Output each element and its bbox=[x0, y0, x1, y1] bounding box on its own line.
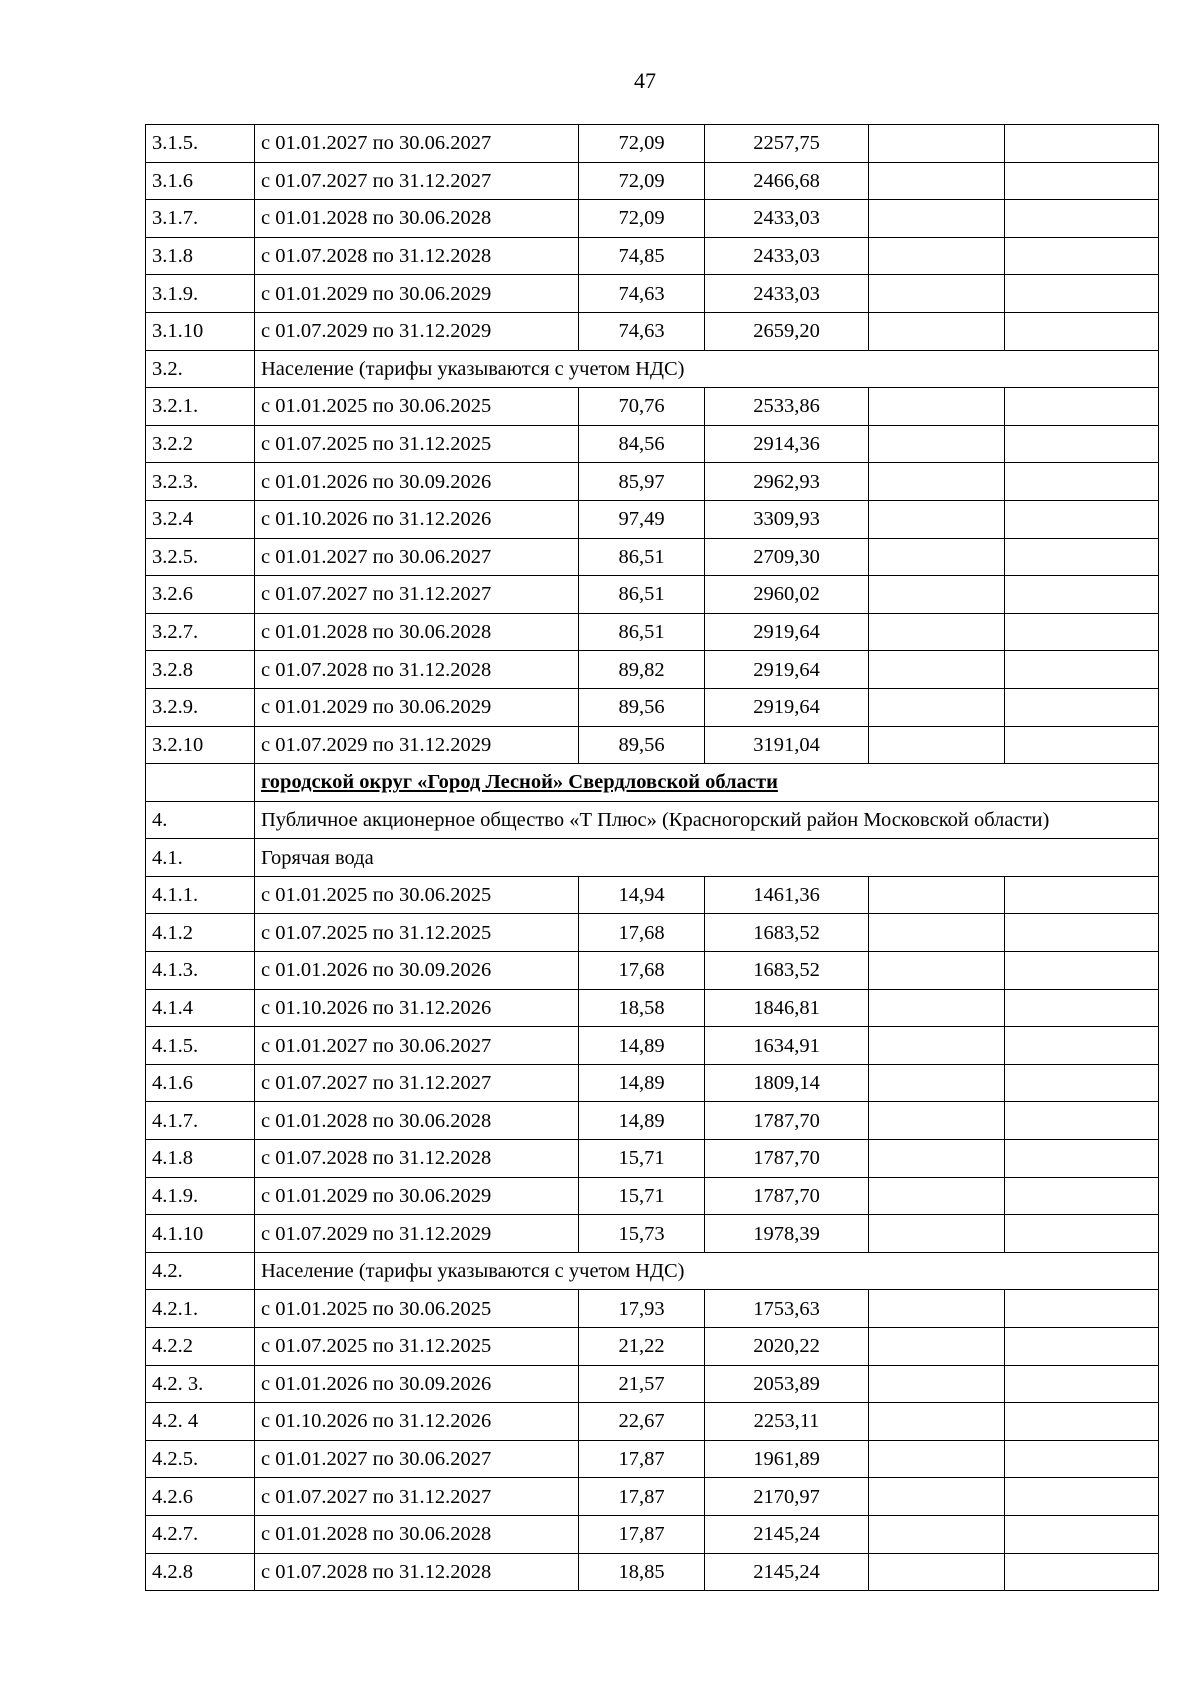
row-empty-cell bbox=[1005, 425, 1159, 463]
row-value-2: 2659,20 bbox=[705, 312, 869, 350]
row-number: 3.1.10 bbox=[146, 312, 255, 350]
row-value-1: 15,73 bbox=[579, 1215, 705, 1253]
row-value-2: 1683,52 bbox=[705, 914, 869, 952]
row-empty-cell bbox=[1005, 1140, 1159, 1178]
row-value-2: 2170,97 bbox=[705, 1478, 869, 1516]
group-heading-row bbox=[146, 801, 1159, 839]
row-number: 4. bbox=[146, 801, 255, 839]
row-period: с 01.07.2027 по 31.12.2027 bbox=[255, 576, 579, 614]
row-value-1: 89,56 bbox=[579, 688, 705, 726]
row-period: с 01.10.2026 по 31.12.2026 bbox=[255, 989, 579, 1027]
table-row bbox=[146, 1102, 1159, 1140]
row-value-1: 14,94 bbox=[579, 876, 705, 914]
row-value-1: 85,97 bbox=[579, 463, 705, 501]
row-empty-cell bbox=[1005, 1064, 1159, 1102]
table-row bbox=[146, 425, 1159, 463]
table-row bbox=[146, 1365, 1159, 1403]
row-value-2: 1846,81 bbox=[705, 989, 869, 1027]
row-value-1: 14,89 bbox=[579, 1027, 705, 1065]
row-empty-cell bbox=[869, 1515, 1005, 1553]
row-value-2: 2253,11 bbox=[705, 1403, 869, 1441]
row-empty-cell bbox=[869, 1102, 1005, 1140]
table-row bbox=[146, 162, 1159, 200]
row-value-2: 2433,03 bbox=[705, 275, 869, 313]
row-period: с 01.01.2029 по 30.06.2029 bbox=[255, 275, 579, 313]
row-period: с 01.07.2029 по 31.12.2029 bbox=[255, 726, 579, 764]
row-number: 3.1.5. bbox=[146, 125, 255, 163]
row-empty-cell bbox=[869, 1403, 1005, 1441]
row-number: 4.2.5. bbox=[146, 1440, 255, 1478]
row-period: с 01.01.2028 по 30.06.2028 bbox=[255, 613, 579, 651]
table-row bbox=[146, 1440, 1159, 1478]
table-row bbox=[146, 463, 1159, 501]
row-value-2: 2433,03 bbox=[705, 200, 869, 238]
row-empty-cell bbox=[869, 275, 1005, 313]
row-value-1: 17,87 bbox=[579, 1440, 705, 1478]
row-empty-cell bbox=[869, 952, 1005, 990]
table-row bbox=[146, 1403, 1159, 1441]
row-period: с 01.07.2029 по 31.12.2029 bbox=[255, 1215, 579, 1253]
row-value-2: 2919,64 bbox=[705, 651, 869, 689]
row-empty-cell bbox=[1005, 125, 1159, 163]
row-empty-cell bbox=[1005, 688, 1159, 726]
row-empty-cell bbox=[869, 312, 1005, 350]
table-row bbox=[146, 1027, 1159, 1065]
row-number: 3.1.8 bbox=[146, 237, 255, 275]
row-empty-cell bbox=[869, 1027, 1005, 1065]
row-value-1: 22,67 bbox=[579, 1403, 705, 1441]
row-value-1: 15,71 bbox=[579, 1140, 705, 1178]
row-period: с 01.01.2025 по 30.06.2025 bbox=[255, 876, 579, 914]
row-value-1: 86,51 bbox=[579, 576, 705, 614]
table-row bbox=[146, 1177, 1159, 1215]
table-row bbox=[146, 1553, 1159, 1591]
row-empty-cell bbox=[869, 463, 1005, 501]
row-empty-cell bbox=[1005, 275, 1159, 313]
row-value-1: 97,49 bbox=[579, 500, 705, 538]
row-number: 3.2.1. bbox=[146, 388, 255, 426]
row-value-1: 17,93 bbox=[579, 1290, 705, 1328]
table-row bbox=[146, 651, 1159, 689]
row-number: 4.1.2 bbox=[146, 914, 255, 952]
row-empty-cell bbox=[1005, 388, 1159, 426]
row-value-2: 2914,36 bbox=[705, 425, 869, 463]
row-empty-cell bbox=[1005, 651, 1159, 689]
row-empty-cell bbox=[869, 914, 1005, 952]
table-row bbox=[146, 688, 1159, 726]
tariff-table bbox=[145, 124, 1159, 1591]
row-empty-cell bbox=[869, 726, 1005, 764]
row-number: 4.2. 3. bbox=[146, 1365, 255, 1403]
row-value-2: 2257,75 bbox=[705, 125, 869, 163]
group-heading-row bbox=[146, 350, 1159, 388]
row-period: с 01.01.2025 по 30.06.2025 bbox=[255, 1290, 579, 1328]
row-value-2: 3191,04 bbox=[705, 726, 869, 764]
table-row bbox=[146, 237, 1159, 275]
row-empty-cell bbox=[1005, 1027, 1159, 1065]
row-value-2: 2466,68 bbox=[705, 162, 869, 200]
row-number: 4.1.8 bbox=[146, 1140, 255, 1178]
row-period: с 01.01.2028 по 30.06.2028 bbox=[255, 1515, 579, 1553]
row-number: 3.2.9. bbox=[146, 688, 255, 726]
row-empty-cell bbox=[869, 651, 1005, 689]
table-row bbox=[146, 1215, 1159, 1253]
row-empty-cell bbox=[869, 1365, 1005, 1403]
table-row bbox=[146, 1064, 1159, 1102]
row-value-2: 1753,63 bbox=[705, 1290, 869, 1328]
table-row bbox=[146, 576, 1159, 614]
table-row bbox=[146, 200, 1159, 238]
row-empty-cell bbox=[1005, 989, 1159, 1027]
row-empty-cell bbox=[869, 1478, 1005, 1516]
row-number: 4.2. 4 bbox=[146, 1403, 255, 1441]
row-value-2: 1787,70 bbox=[705, 1177, 869, 1215]
row-number: 3.1.6 bbox=[146, 162, 255, 200]
row-empty-cell bbox=[869, 1215, 1005, 1253]
row-period: с 01.07.2025 по 31.12.2025 bbox=[255, 1328, 579, 1366]
row-empty-cell bbox=[869, 1553, 1005, 1591]
row-number: 4.1.1. bbox=[146, 876, 255, 914]
page-number: 47 bbox=[634, 68, 656, 93]
row-value-2: 2960,02 bbox=[705, 576, 869, 614]
row-empty-cell bbox=[1005, 914, 1159, 952]
row-number: 4.1.10 bbox=[146, 1215, 255, 1253]
row-value-1: 72,09 bbox=[579, 162, 705, 200]
row-value-2: 2053,89 bbox=[705, 1365, 869, 1403]
row-value-1: 89,56 bbox=[579, 726, 705, 764]
table-row bbox=[146, 388, 1159, 426]
row-empty-cell bbox=[869, 1440, 1005, 1478]
row-empty-cell bbox=[869, 1328, 1005, 1366]
row-period: с 01.01.2027 по 30.06.2027 bbox=[255, 125, 579, 163]
table-row bbox=[146, 1478, 1159, 1516]
row-number: 4.1.4 bbox=[146, 989, 255, 1027]
group-title: Население (тарифы указываются с учетом НДС) bbox=[255, 350, 1159, 388]
row-period: с 01.07.2027 по 31.12.2027 bbox=[255, 1478, 579, 1516]
row-empty-cell bbox=[1005, 876, 1159, 914]
row-empty-cell bbox=[1005, 200, 1159, 238]
row-empty-cell bbox=[869, 688, 1005, 726]
table-row bbox=[146, 914, 1159, 952]
row-value-2: 2962,93 bbox=[705, 463, 869, 501]
row-empty-cell bbox=[1005, 1553, 1159, 1591]
row-period: с 01.01.2028 по 30.06.2028 bbox=[255, 200, 579, 238]
row-number: 3.2.6 bbox=[146, 576, 255, 614]
row-value-1: 74,63 bbox=[579, 312, 705, 350]
tariff-table-body bbox=[146, 125, 1159, 1591]
row-value-2: 2919,64 bbox=[705, 688, 869, 726]
table-row bbox=[146, 989, 1159, 1027]
row-empty-cell bbox=[869, 1290, 1005, 1328]
row-value-2: 1787,70 bbox=[705, 1140, 869, 1178]
row-period: с 01.01.2027 по 30.06.2027 bbox=[255, 1027, 579, 1065]
row-number: 4.1.9. bbox=[146, 1177, 255, 1215]
row-empty-cell bbox=[1005, 1177, 1159, 1215]
row-empty-cell bbox=[869, 162, 1005, 200]
row-empty-cell bbox=[869, 500, 1005, 538]
row-number: 3.2.5. bbox=[146, 538, 255, 576]
row-value-2: 1787,70 bbox=[705, 1102, 869, 1140]
row-value-1: 14,89 bbox=[579, 1064, 705, 1102]
row-value-1: 14,89 bbox=[579, 1102, 705, 1140]
row-period: с 01.10.2026 по 31.12.2026 bbox=[255, 500, 579, 538]
row-value-2: 1634,91 bbox=[705, 1027, 869, 1065]
row-number: 3.1.7. bbox=[146, 200, 255, 238]
row-empty-cell bbox=[1005, 312, 1159, 350]
row-empty-cell bbox=[1005, 1403, 1159, 1441]
row-number: 4.2.2 bbox=[146, 1328, 255, 1366]
row-value-2: 2533,86 bbox=[705, 388, 869, 426]
row-value-2: 2020,22 bbox=[705, 1328, 869, 1366]
row-value-2: 1809,14 bbox=[705, 1064, 869, 1102]
row-period: с 01.07.2028 по 31.12.2028 bbox=[255, 651, 579, 689]
group-heading-row bbox=[146, 839, 1159, 877]
row-value-2: 1461,36 bbox=[705, 876, 869, 914]
row-value-1: 72,09 bbox=[579, 200, 705, 238]
row-number: 3.2.7. bbox=[146, 613, 255, 651]
row-empty-cell bbox=[1005, 726, 1159, 764]
table-row bbox=[146, 125, 1159, 163]
group-heading-row bbox=[146, 1252, 1159, 1290]
row-value-1: 72,09 bbox=[579, 125, 705, 163]
row-empty-cell bbox=[869, 388, 1005, 426]
row-period: с 01.01.2029 по 30.06.2029 bbox=[255, 688, 579, 726]
row-value-2: 3309,93 bbox=[705, 500, 869, 538]
row-number: 4.2.7. bbox=[146, 1515, 255, 1553]
row-period: с 01.07.2027 по 31.12.2027 bbox=[255, 162, 579, 200]
row-empty-cell bbox=[869, 538, 1005, 576]
table-row bbox=[146, 1328, 1159, 1366]
row-number: 4.2. bbox=[146, 1252, 255, 1290]
row-value-2: 2145,24 bbox=[705, 1515, 869, 1553]
row-empty-cell bbox=[1005, 613, 1159, 651]
row-empty-cell bbox=[1005, 538, 1159, 576]
row-value-1: 15,71 bbox=[579, 1177, 705, 1215]
table-row bbox=[146, 1140, 1159, 1178]
row-number: 4.2.1. bbox=[146, 1290, 255, 1328]
group-title: Горячая вода bbox=[255, 839, 1159, 877]
row-number: 4.2.6 bbox=[146, 1478, 255, 1516]
row-number bbox=[146, 764, 255, 802]
row-empty-cell bbox=[1005, 1102, 1159, 1140]
row-value-1: 17,87 bbox=[579, 1478, 705, 1516]
row-value-2: 2433,03 bbox=[705, 237, 869, 275]
row-number: 3.2.2 bbox=[146, 425, 255, 463]
row-value-1: 74,85 bbox=[579, 237, 705, 275]
row-empty-cell bbox=[1005, 1215, 1159, 1253]
row-number: 4.2.8 bbox=[146, 1553, 255, 1591]
row-empty-cell bbox=[1005, 1365, 1159, 1403]
row-number: 4.1.6 bbox=[146, 1064, 255, 1102]
row-value-1: 70,76 bbox=[579, 388, 705, 426]
row-empty-cell bbox=[869, 1140, 1005, 1178]
row-period: с 01.07.2025 по 31.12.2025 bbox=[255, 914, 579, 952]
table-row bbox=[146, 952, 1159, 990]
row-empty-cell bbox=[1005, 463, 1159, 501]
row-empty-cell bbox=[1005, 1478, 1159, 1516]
row-empty-cell bbox=[1005, 952, 1159, 990]
table-row bbox=[146, 500, 1159, 538]
table-row bbox=[146, 538, 1159, 576]
row-value-1: 84,56 bbox=[579, 425, 705, 463]
row-value-2: 1683,52 bbox=[705, 952, 869, 990]
row-value-1: 74,63 bbox=[579, 275, 705, 313]
row-empty-cell bbox=[869, 425, 1005, 463]
row-empty-cell bbox=[1005, 162, 1159, 200]
row-empty-cell bbox=[869, 1064, 1005, 1102]
row-empty-cell bbox=[1005, 1290, 1159, 1328]
row-period: с 01.07.2028 по 31.12.2028 bbox=[255, 237, 579, 275]
row-empty-cell bbox=[869, 576, 1005, 614]
row-period: с 01.07.2025 по 31.12.2025 bbox=[255, 425, 579, 463]
row-value-1: 18,85 bbox=[579, 1553, 705, 1591]
row-empty-cell bbox=[1005, 1515, 1159, 1553]
row-empty-cell bbox=[869, 1177, 1005, 1215]
row-number: 4.1.5. bbox=[146, 1027, 255, 1065]
table-row bbox=[146, 876, 1159, 914]
row-empty-cell bbox=[1005, 1328, 1159, 1366]
section-title: городской округ «Город Лесной» Свердловской области bbox=[255, 764, 1159, 802]
row-value-2: 1961,89 bbox=[705, 1440, 869, 1478]
table-row bbox=[146, 1515, 1159, 1553]
row-value-1: 89,82 bbox=[579, 651, 705, 689]
table-row bbox=[146, 312, 1159, 350]
row-period: с 01.07.2027 по 31.12.2027 bbox=[255, 1064, 579, 1102]
table-row bbox=[146, 726, 1159, 764]
row-period: с 01.07.2028 по 31.12.2028 bbox=[255, 1140, 579, 1178]
group-title: Публичное акционерное общество «Т Плюс» (Красногорский район Московской области) bbox=[255, 801, 1159, 839]
row-number: 4.1.7. bbox=[146, 1102, 255, 1140]
row-period: с 01.01.2026 по 30.09.2026 bbox=[255, 463, 579, 501]
row-empty-cell bbox=[1005, 500, 1159, 538]
row-empty-cell bbox=[1005, 237, 1159, 275]
row-period: с 01.01.2026 по 30.09.2026 bbox=[255, 1365, 579, 1403]
row-empty-cell bbox=[869, 125, 1005, 163]
row-value-1: 86,51 bbox=[579, 538, 705, 576]
row-period: с 01.01.2028 по 30.06.2028 bbox=[255, 1102, 579, 1140]
row-value-1: 17,87 bbox=[579, 1515, 705, 1553]
row-period: с 01.01.2027 по 30.06.2027 bbox=[255, 1440, 579, 1478]
row-period: с 01.01.2026 по 30.09.2026 bbox=[255, 952, 579, 990]
row-empty-cell bbox=[869, 237, 1005, 275]
table-row bbox=[146, 275, 1159, 313]
row-number: 3.1.9. bbox=[146, 275, 255, 313]
row-period: с 01.07.2029 по 31.12.2029 bbox=[255, 312, 579, 350]
row-empty-cell bbox=[869, 200, 1005, 238]
row-empty-cell bbox=[1005, 1440, 1159, 1478]
row-number: 4.1.3. bbox=[146, 952, 255, 990]
row-period: с 01.01.2027 по 30.06.2027 bbox=[255, 538, 579, 576]
row-period: с 01.10.2026 по 31.12.2026 bbox=[255, 1403, 579, 1441]
row-period: с 01.01.2025 по 30.06.2025 bbox=[255, 388, 579, 426]
row-value-1: 21,57 bbox=[579, 1365, 705, 1403]
row-number: 3.2.4 bbox=[146, 500, 255, 538]
row-value-2: 1978,39 bbox=[705, 1215, 869, 1253]
section-heading-row bbox=[146, 764, 1159, 802]
row-period: с 01.01.2029 по 30.06.2029 bbox=[255, 1177, 579, 1215]
row-empty-cell bbox=[869, 989, 1005, 1027]
row-value-1: 18,58 bbox=[579, 989, 705, 1027]
row-empty-cell bbox=[1005, 576, 1159, 614]
table-row bbox=[146, 613, 1159, 651]
row-number: 3.2.3. bbox=[146, 463, 255, 501]
table-row bbox=[146, 1290, 1159, 1328]
row-value-1: 17,68 bbox=[579, 952, 705, 990]
group-title: Население (тарифы указываются с учетом НДС) bbox=[255, 1252, 1159, 1290]
row-value-1: 17,68 bbox=[579, 914, 705, 952]
row-number: 3.2.8 bbox=[146, 651, 255, 689]
row-value-1: 21,22 bbox=[579, 1328, 705, 1366]
row-empty-cell bbox=[869, 876, 1005, 914]
row-value-2: 2709,30 bbox=[705, 538, 869, 576]
row-value-1: 86,51 bbox=[579, 613, 705, 651]
row-number: 3.2. bbox=[146, 350, 255, 388]
row-period: с 01.07.2028 по 31.12.2028 bbox=[255, 1553, 579, 1591]
row-empty-cell bbox=[869, 613, 1005, 651]
row-number: 4.1. bbox=[146, 839, 255, 877]
row-number: 3.2.10 bbox=[146, 726, 255, 764]
row-value-2: 2145,24 bbox=[705, 1553, 869, 1591]
row-value-2: 2919,64 bbox=[705, 613, 869, 651]
